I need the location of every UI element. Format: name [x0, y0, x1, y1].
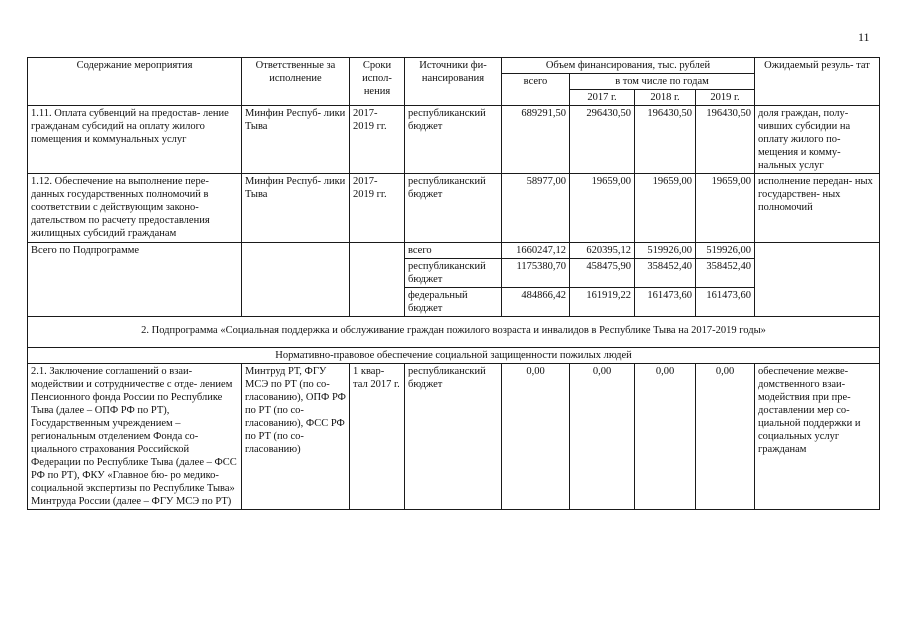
row-2019: 196430,50 — [696, 106, 755, 174]
total-2017: 620395,12 — [570, 243, 635, 259]
row-2017: 0,00 — [570, 364, 635, 510]
program-activities-table — [27, 57, 880, 510]
header-by-years: в том числе по годам — [570, 74, 755, 90]
total-source: республиканский бюджет — [405, 259, 502, 288]
row-2017: 296430,50 — [570, 106, 635, 174]
row-total: 58977,00 — [502, 174, 570, 243]
header-year-2018: 2018 г. — [635, 90, 696, 106]
total-2019: 358452,40 — [696, 259, 755, 288]
header-content: Содержание мероприятия — [28, 58, 242, 106]
header-year-2019: 2019 г. — [696, 90, 755, 106]
total-total: 1175380,70 — [502, 259, 570, 288]
subprogram-total-result — [755, 243, 880, 317]
row-2017: 19659,00 — [570, 174, 635, 243]
subprogram-total-term — [350, 243, 405, 317]
row-2018: 19659,00 — [635, 174, 696, 243]
header-year-2017: 2017 г. — [570, 90, 635, 106]
total-total: 484866,42 — [502, 288, 570, 317]
row-total: 0,00 — [502, 364, 570, 510]
row-2019: 19659,00 — [696, 174, 755, 243]
row-content: 1.11. Оплата субвенций на предостав- ление гражданам субсидий на оплату жилого помещения и коммунальных услуг — [28, 106, 242, 174]
row-source: республиканский бюджет — [405, 106, 502, 174]
row-term: 2017- 2019 гг. — [350, 106, 405, 174]
table-header-row — [28, 58, 880, 74]
header-responsible: Ответственные за исполнение — [242, 58, 350, 106]
section-2-subtitle: Нормативно-правовое обеспечение социальной защищенности пожилых людей — [28, 348, 880, 364]
table-row — [28, 364, 880, 510]
row-responsible: Минфин Респуб- лики Тыва — [242, 106, 350, 174]
row-result: исполнение передан- ных государствен- ных полномочий — [755, 174, 880, 243]
total-2017: 458475,90 — [570, 259, 635, 288]
row-result: доля граждан, полу- чивших субсидии на оплату жилого по- мещения и комму- нальных услуг — [755, 106, 880, 174]
subprogram-total-label: Всего по Подпрограмме — [28, 243, 242, 317]
total-source: всего — [405, 243, 502, 259]
row-2018: 0,00 — [635, 364, 696, 510]
section-title-row — [28, 317, 880, 348]
row-term: 1 квар- тал 2017 г. — [350, 364, 405, 510]
row-source: республиканский бюджет — [405, 174, 502, 243]
section-subtitle-row — [28, 348, 880, 364]
row-responsible: Минфин Респуб- лики Тыва — [242, 174, 350, 243]
total-2018: 519926,00 — [635, 243, 696, 259]
row-total: 689291,50 — [502, 106, 570, 174]
row-term: 2017- 2019 гг. — [350, 174, 405, 243]
row-2019: 0,00 — [696, 364, 755, 510]
total-2019: 161473,60 — [696, 288, 755, 317]
header-result: Ожидаемый резуль- тат — [755, 58, 880, 106]
total-2018: 358452,40 — [635, 259, 696, 288]
row-content: 1.12. Обеспечение на выполнение пере- данных государственных полномочий в соответствии с действующим законо- дательством по расчету предоставления жилищных субсидий гражданам — [28, 174, 242, 243]
total-2019: 519926,00 — [696, 243, 755, 259]
row-result: обеспечение межве- домственного взаи- модействия при пре- доставлении мер со- циальной поддержки и социальных услуг гражданам — [755, 364, 880, 510]
header-total: всего — [502, 74, 570, 106]
header-deadlines: Сроки испол- нения — [350, 58, 405, 106]
page-number: 11 — [858, 30, 870, 44]
subprogram-total-responsible — [242, 243, 350, 317]
row-2018: 196430,50 — [635, 106, 696, 174]
total-2018: 161473,60 — [635, 288, 696, 317]
row-source: республиканский бюджет — [405, 364, 502, 510]
subprogram-total-row — [28, 243, 880, 259]
table-row — [28, 106, 880, 174]
row-content: 2.1. Заключение соглашений о взаи- модействии и сотрудничестве с отде- лением Пенсионного фонда России по Республике Тыва (далее – ОПФ РФ по РТ), Государственным учреждением – региональным отделением Фонда со- циального страхования Российской Федерации по Республике Тыва (далее – ФСС РФ по РТ), ФКУ «Главное бю- ро медико-социальной экспертизы по Республике Тыва» Минтруда России (далее – ФГУ МСЭ по РТ) — [28, 364, 242, 510]
total-total: 1660247,12 — [502, 243, 570, 259]
header-sources: Источники фи- нансирования — [405, 58, 502, 106]
header-funding-volume: Объем финансирования, тыс. рублей — [502, 58, 755, 74]
section-2-title: 2. Подпрограмма «Социальная поддержка и обслуживание граждан пожилого возраста и инвалидов в Республике Тыва на 2017-2019 годы» — [28, 317, 880, 348]
table-row — [28, 174, 880, 243]
total-2017: 161919,22 — [570, 288, 635, 317]
total-source: федеральный бюджет — [405, 288, 502, 317]
row-responsible: Минтруд РТ, ФГУ МСЭ по РТ (по со- гласованию), ОПФ РФ по РТ (по со- гласованию), ФСС РФ по РТ (по со- гласованию) — [242, 364, 350, 510]
